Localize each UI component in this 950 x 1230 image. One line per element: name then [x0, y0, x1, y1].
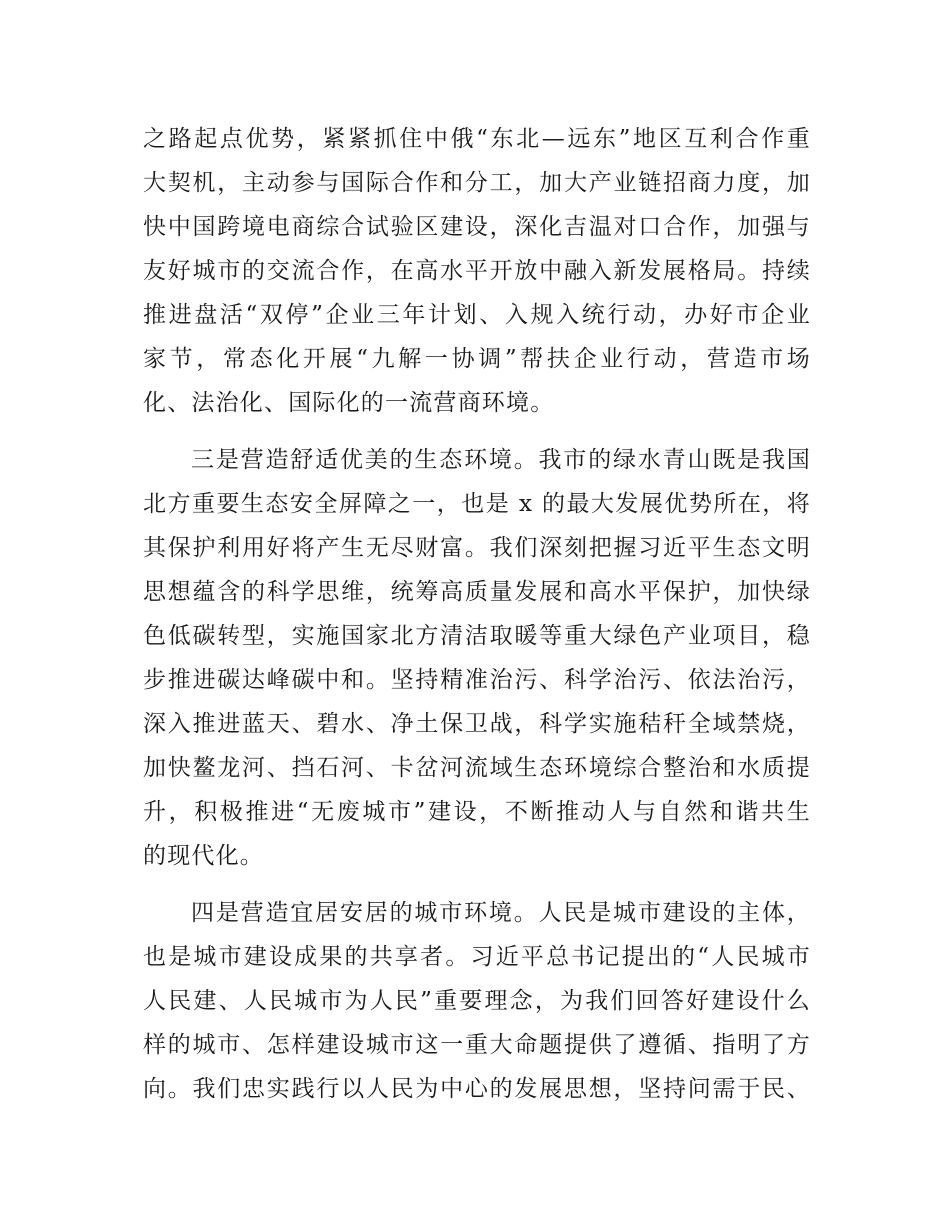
text-line: 大契机，主动参与国际合作和分工，加大产业链招商力度，加 [143, 170, 811, 196]
paragraph [143, 891, 811, 1111]
text-line: 四是营造宜居安居的城市环境。人民是城市建设的主体， [191, 900, 811, 926]
document-body [143, 117, 811, 1124]
text-line: 步推进碳达峰碳中和。坚持精准治污、科学治污、依法治污， [143, 667, 811, 693]
text-line: 其保护利用好将产生无尽财富。我们深刻把握习近平生态文明 [143, 535, 811, 561]
text-line: 友好城市的交流合作，在高水平开放中融入新发展格局。持续 [143, 258, 811, 284]
text-line: 北方重要生态安全屏障之一，也是 x 的最大发展优势所在，将 [143, 491, 811, 517]
paragraph [143, 117, 811, 425]
text-line: 家节，常态化开展“九解一协调”帮扶企业行动，营造市场 [143, 346, 811, 372]
text-line: 样的城市、怎样建设城市这一重大命题提供了遵循、指明了方 [143, 1032, 811, 1058]
paragraph [143, 438, 811, 878]
text-line: 也是城市建设成果的共享者。习近平总书记提出的“人民城市 [143, 944, 811, 970]
text-line: 化、法治化、国际化的一流营商环境。 [143, 390, 555, 416]
text-line: 推进盘活“双停”企业三年计划、入规入统行动，办好市企业 [143, 302, 811, 328]
text-line: 的现代化。 [143, 843, 264, 869]
text-line: 思想蕴含的科学思维，统筹高质量发展和高水平保护，加快绿 [143, 579, 811, 605]
text-line: 人民建、人民城市为人民”重要理念，为我们回答好建设什么 [143, 988, 811, 1014]
text-line: 向。我们忠实践行以人民为中心的发展思想，坚持问需于民、 [143, 1076, 811, 1102]
text-line: 三是营造舒适优美的生态环境。我市的绿水青山既是我国 [191, 447, 811, 473]
text-line: 之路起点优势，紧紧抓住中俄“东北—远东”地区互利合作重 [143, 126, 811, 152]
text-line: 快中国跨境电商综合试验区建设，深化吉温对口合作，加强与 [143, 214, 811, 240]
text-line: 深入推进蓝天、碧水、净土保卫战，科学实施秸秆全域禁烧， [143, 711, 811, 737]
text-line: 色低碳转型，实施国家北方清洁取暖等重大绿色产业项目，稳 [143, 623, 811, 649]
text-line: 升，积极推进“无废城市”建设，不断推动人与自然和谐共生 [143, 799, 811, 825]
text-line: 加快鳌龙河、挡石河、卡岔河流域生态环境综合整治和水质提 [143, 755, 811, 781]
